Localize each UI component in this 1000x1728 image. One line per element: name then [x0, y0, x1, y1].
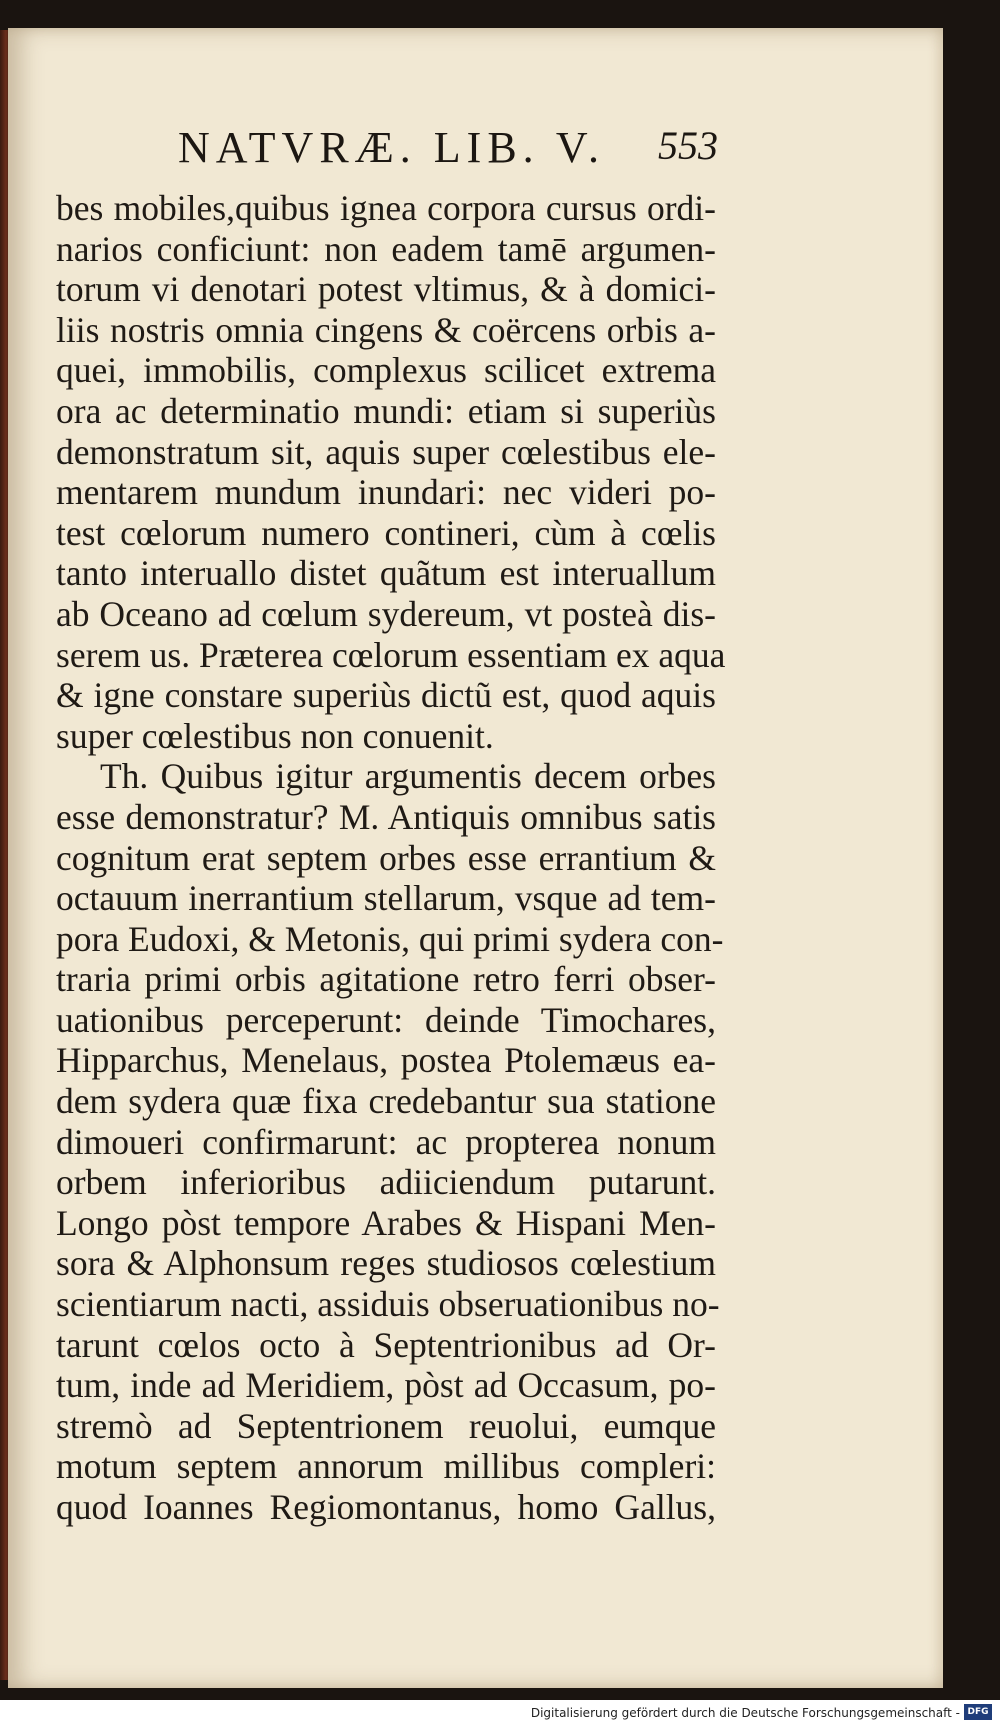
text-line: cognitum erat septem orbes esse errantium & — [56, 837, 716, 878]
text-line: tanto interuallo distet quãtum est interuallum — [56, 553, 716, 594]
text-line: serem us. Præterea cœlorum essentiam ex aqua — [56, 634, 726, 675]
text-line: narios conficiunt: non eadem tamē argumen- — [56, 228, 716, 269]
text-line: scientiarum nacti, assiduis obseruationibus no- — [56, 1284, 720, 1325]
text-line: stremò ad Septentrionem reuolui, eumque — [56, 1405, 716, 1446]
text-line: bes mobiles,quibus ignea corpora cursus ordi- — [56, 188, 716, 228]
text-line: tarunt cœlos octo à Septentrionibus ad Or- — [56, 1324, 716, 1365]
text-line: ab Oceano ad cœlum sydereum, vt posteà dis- — [56, 593, 716, 634]
text-line: uationibus perceperunt: deinde Timochares, — [56, 999, 716, 1040]
text-line: quod Ioannes Regiomontanus, homo Gallus, — [56, 1487, 716, 1527]
text-line: torum vi denotari potest vltimus, & à domici- — [56, 269, 716, 310]
running-head — [178, 116, 748, 186]
text-line: demonstratum sit, aquis super cœlestibus ele- — [56, 431, 716, 472]
text-line: & igne constare superiùs dictũ est, quod aquis — [56, 675, 716, 716]
text-line: Longo pòst tempore Arabes & Hispani Men- — [56, 1202, 716, 1243]
paragraph-start-line: Th. Quibus igitur argumentis decem orbes — [100, 756, 716, 797]
text-line: mentarem mundum inundari: nec videri po- — [56, 472, 716, 513]
text-line: octauum inerrantium stellarum, vsque ad tem- — [56, 878, 716, 919]
text-line: sora & Alphonsum reges studiosos cœlestium — [56, 1243, 716, 1284]
text-line: dem sydera quæ fixa credebantur sua statione — [56, 1081, 716, 1122]
text-line: orbem inferioribus adiiciendum putarunt. — [56, 1162, 716, 1203]
text-line: tum, inde ad Meridiem, pòst ad Occasum, po- — [56, 1365, 716, 1406]
text-line: esse demonstratur? M. Antiquis omnibus satis — [56, 796, 716, 837]
digitization-footer — [0, 1700, 1000, 1728]
text-line: traria primi orbis agitatione retro ferri obser- — [56, 959, 716, 1000]
text-line: ora ac determinatio mundi: etiam si superiùs — [56, 390, 716, 431]
body-text — [56, 188, 726, 1528]
dfg-logo: DFG — [964, 1704, 992, 1720]
running-title: NATVRÆ. LIB. V. — [178, 123, 605, 172]
text-line: liis nostris omnia cingens & coërcens orbis a- — [56, 309, 716, 350]
text-line: Hipparchus, Menelaus, postea Ptolemæus ea- — [56, 1040, 716, 1081]
digitization-credit: Digitalisierung gefördert durch die Deutsche Forschungsgemeinschaft - — [530, 1706, 960, 1720]
text-line: quei, immobilis, complexus scilicet extrema — [56, 350, 716, 391]
page-number: 553 — [658, 123, 718, 168]
book-page — [8, 28, 943, 1688]
text-line: motum septem annorum millibus compleri: — [56, 1446, 716, 1487]
text-line: dimoueri confirmarunt: ac propterea nonum — [56, 1121, 716, 1162]
text-line: super cœlestibus non conuenit. — [56, 715, 494, 756]
text-line: pora Eudoxi, & Metonis, qui primi sydera con- — [56, 918, 724, 959]
text-line: test cœlorum numero contineri, cùm à cœlis — [56, 512, 716, 553]
